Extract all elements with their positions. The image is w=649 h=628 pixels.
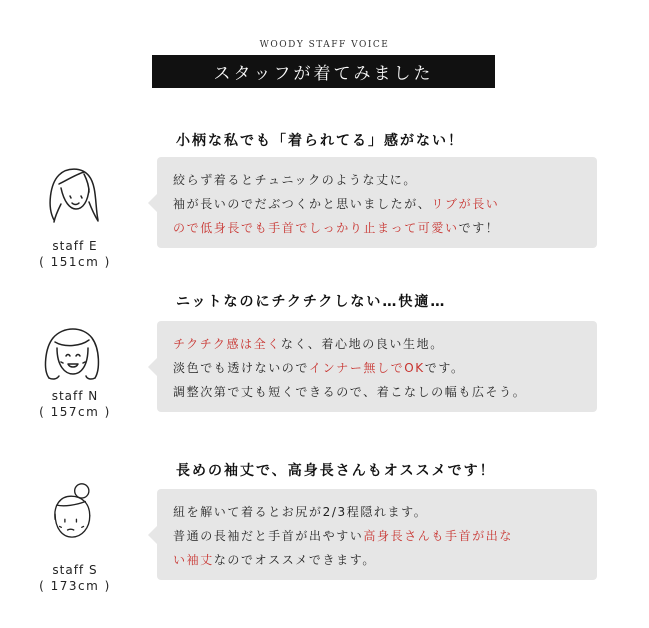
voice-comment-bubble (157, 489, 597, 580)
comment-line (173, 168, 581, 192)
voice-heading: 長めの袖丈で、高身長さんもオススメです！ (176, 463, 496, 479)
comment-line (173, 332, 581, 356)
staff-height: ( 151cm ) (39, 255, 111, 269)
comment-text: 絞らず着るとチュニックのような丈に。 (173, 173, 417, 187)
comment-text: 普通の長袖だと手首が出やすい (173, 529, 364, 543)
comment-highlight: い袖丈 (173, 553, 214, 567)
voice-heading: ニットなのにチクチクしない…快適… (176, 294, 447, 310)
page-title: スタッフが着てみました (152, 55, 495, 88)
comment-text: 紐を解いて着るとお尻が2/3程隠れます。 (173, 505, 428, 519)
voice-heading: 小柄な私でも「着られてる」感がない！ (176, 133, 464, 149)
comment-text: なく、着心地の良い生地。 (280, 337, 444, 351)
comment-highlight: チクチク感は全く (173, 337, 281, 351)
comment-line (173, 380, 581, 404)
voice-comment-bubble (157, 157, 597, 248)
comment-highlight: インナー無しでOK (309, 361, 425, 375)
comment-line (173, 500, 581, 524)
staff-height: ( 157cm ) (39, 405, 111, 419)
staff-name: staff N (51, 389, 99, 403)
comment-text: 調整次第で丈も短くできるので、着こなしの幅も広そう。 (173, 385, 527, 399)
comment-highlight: 高身長さんも手首が出な (363, 529, 514, 543)
staff-name: staff S (52, 563, 98, 577)
voice-comment-bubble (157, 321, 597, 412)
woman-long-hair-icon (37, 162, 107, 226)
comment-text: です！ (458, 221, 500, 235)
woman-bun-hair-icon (37, 482, 107, 546)
comment-line (173, 548, 581, 572)
comment-line (173, 216, 581, 240)
comment-text: 袖が長いのでだぶつくかと思いましたが、 (173, 197, 432, 211)
comment-highlight: ので低身長でも手首でしっかり止まって可愛い (173, 221, 459, 235)
comment-line (173, 192, 581, 216)
brand-label: WOODY STAFF VOICE (259, 40, 390, 50)
comment-highlight: リブが長い (431, 197, 500, 211)
comment-text: なのでオススメできます。 (213, 553, 376, 567)
staff-name: staff E (52, 239, 98, 253)
comment-text: 淡色でも透けないので (173, 361, 310, 375)
staff-height: ( 173cm ) (39, 579, 111, 593)
comment-line (173, 356, 581, 380)
comment-line (173, 524, 581, 548)
woman-bob-hair-icon (37, 322, 107, 386)
comment-text: です。 (424, 361, 465, 375)
